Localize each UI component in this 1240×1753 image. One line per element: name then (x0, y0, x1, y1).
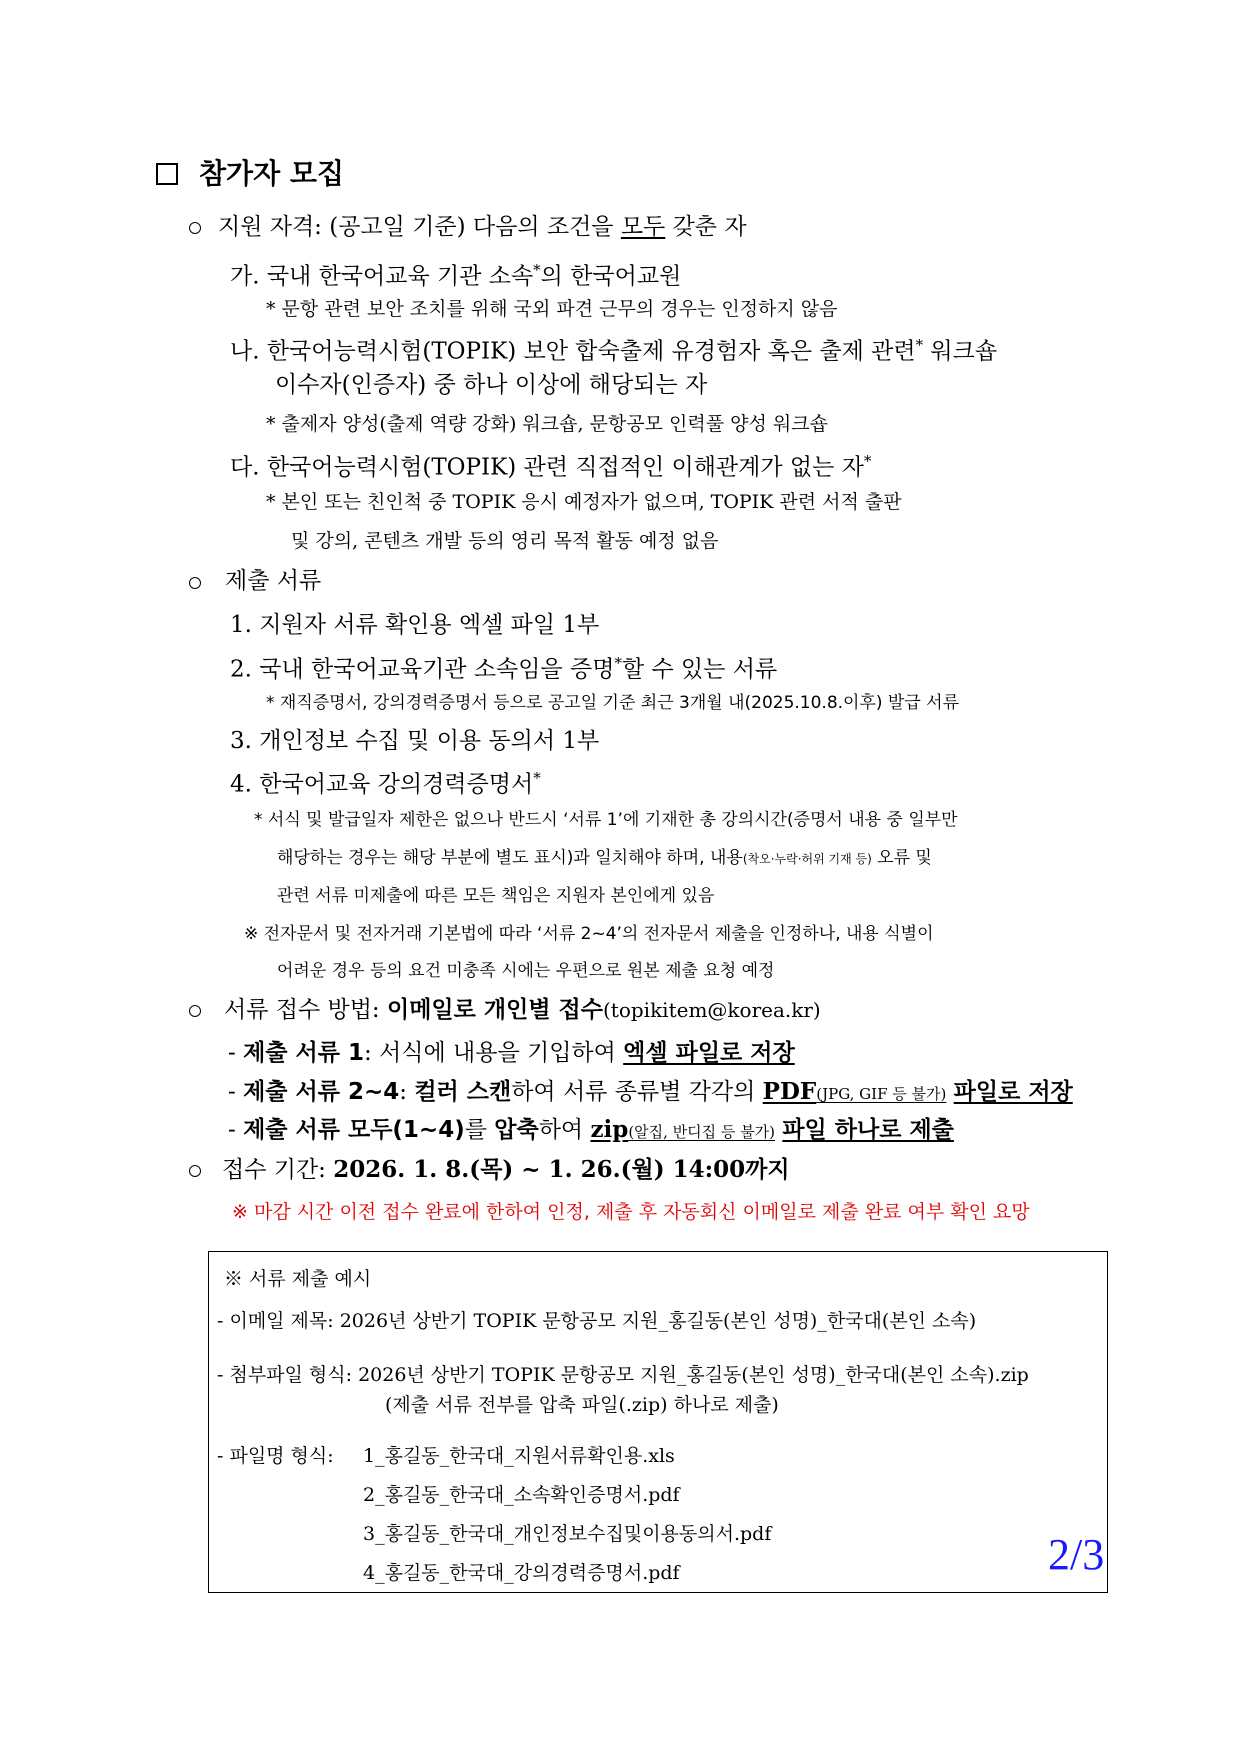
bullet-circle-icon (189, 222, 201, 234)
method-item-3: - 제출 서류 모두(1~4)를 압축하여 zip(알집, 반디집 등 불가) 파일 하나로 제출 (228, 1116, 954, 1143)
document-item-1: 1. 지원자 서류 확인용 엑셀 파일 1부 (230, 612, 600, 638)
period-line: 접수 기간: 2026. 1. 8.(목) ~ 1. 26.(월) 14:00까지 (222, 1156, 790, 1183)
qualification-note-c: * 본인 또는 친인척 중 TOPIK 응시 예정자가 없으며, TOPIK 관련 서적 출판 (266, 491, 902, 513)
section-title: 참가자 모집 (199, 157, 344, 190)
checkbox-square-icon (156, 163, 178, 185)
bullet-circle-icon (189, 577, 201, 589)
example-filename-3: 3_홍길동_한국대_개인정보수집및이용동의서.pdf (363, 1523, 772, 1545)
qualification-item-a: 가. 국내 한국어교육 기관 소속*의 한국어교원 (230, 261, 682, 290)
qualification-item-b: 나. 한국어능력시험(TOPIK) 보안 합숙출제 유경험자 혹은 출제 관련* 워크숍 (230, 336, 998, 365)
document-note-4-cont: 해당하는 경우는 해당 부분에 별도 표시)과 일치해야 하며, 내용(착오·누락·허위 기재 등) 오류 및 (277, 848, 932, 868)
document-note-4-cont2: 관련 서류 미제출에 따른 모든 책임은 지원자 본인에게 있음 (277, 886, 715, 906)
example-filename-label: - 파일명 형식: (217, 1445, 334, 1467)
documents-heading: 제출 서류 (225, 568, 322, 594)
example-email-subject: - 이메일 제목: 2026년 상반기 TOPIK 문항공모 지원_홍길동(본인 성명)_한국대(본인 소속) (217, 1310, 977, 1332)
deadline-warning: ※ 마감 시간 이전 접수 완료에 한하여 인정, 제출 후 자동회신 이메일로 제출 완료 여부 확인 요망 (232, 1201, 1030, 1223)
document-item-4: 4. 한국어교육 강의경력증명서* (230, 769, 541, 798)
method-item-2: - 제출 서류 2~4: 컬러 스캔하여 서류 종류별 각각의 PDF(JPG, GIF 등 불가) 파일로 저장 (228, 1078, 1073, 1105)
documents-reference-note-cont: 어려운 경우 등의 요건 미충족 시에는 우편으로 원본 제출 요청 예정 (277, 961, 775, 981)
documents-reference-note: ※ 전자문서 및 전자거래 기본법에 따라 ‘서류 2~4’의 전자문서 제출을 인정하나, 내용 식별이 (244, 924, 934, 944)
qualification-note-b: * 출제자 양성(출제 역량 강화) 워크숍, 문항공모 인력풀 양성 워크숍 (266, 413, 828, 435)
document-note-4: * 서식 및 발급일자 제한은 없으나 반드시 ‘서류 1’에 기재한 총 강의시간(증명서 내용 중 일부만 (254, 810, 958, 830)
example-title: ※ 서류 제출 예시 (224, 1268, 372, 1290)
page-number: 2/3 (1048, 1530, 1105, 1579)
qualification-note-c-cont: 및 강의, 콘텐츠 개발 등의 영리 목적 활동 예정 없음 (291, 530, 719, 552)
document-note-2: * 재직증명서, 강의경력증명서 등으로 공고일 기준 최근 3개월 내(2025.10.8.이후) 발급 서류 (266, 693, 960, 713)
qualification-note-a: * 문항 관련 보안 조치를 위해 국외 파견 근무의 경우는 인정하지 않음 (266, 298, 838, 320)
qualification-item-b-cont: 이수자(인증자) 중 하나 이상에 해당되는 자 (275, 372, 708, 398)
example-filename-2: 2_홍길동_한국대_소속확인증명서.pdf (363, 1484, 680, 1506)
qualification-heading: 지원 자격: (공고일 기준) 다음의 조건을 모두 갖춘 자 (218, 214, 747, 240)
document-item-3: 3. 개인정보 수집 및 이용 동의서 1부 (230, 728, 600, 754)
example-attachment-format-cont: (제출 서류 전부를 압축 파일(.zip) 하나로 제출) (385, 1394, 779, 1416)
example-filename-4: 4_홍길동_한국대_강의경력증명서.pdf (363, 1562, 680, 1584)
bullet-circle-icon (189, 1005, 201, 1017)
method-heading: 서류 접수 방법: 이메일로 개인별 접수(topikitem@korea.kr) (224, 997, 821, 1023)
qualification-item-c: 다. 한국어능력시험(TOPIK) 관련 직접적인 이해관계가 없는 자* (230, 452, 872, 481)
example-filename-1: 1_홍길동_한국대_지원서류확인용.xls (363, 1445, 675, 1467)
document-item-2: 2. 국내 한국어교육기관 소속임을 증명*할 수 있는 서류 (230, 654, 778, 683)
bullet-circle-icon (189, 1165, 201, 1177)
example-attachment-format: - 첨부파일 형식: 2026년 상반기 TOPIK 문항공모 지원_홍길동(본인 성명)_한국대(본인 소속).zip (217, 1364, 1029, 1386)
method-item-1: - 제출 서류 1: 서식에 내용을 기입하여 엑셀 파일로 저장 (228, 1040, 795, 1066)
